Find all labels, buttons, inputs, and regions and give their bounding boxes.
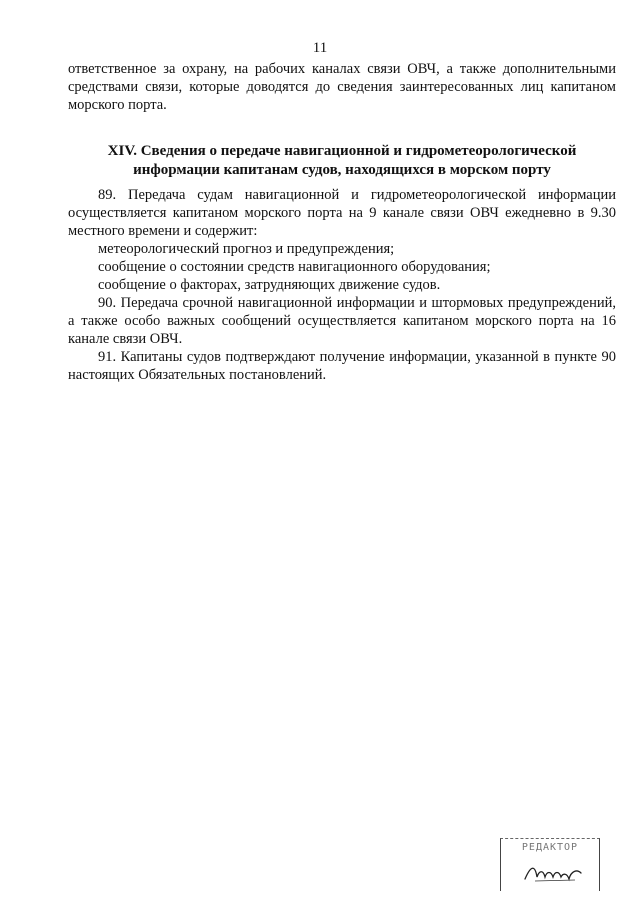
paragraph-89: 89. Передача судам навигационной и гидрометеорологической информации осуществляется капитаном морского порта на 9 канале связи ОВЧ ежедневно в 9.30 местного времени и содержит:: [68, 187, 616, 239]
section-heading-line: информации капитанам судов, находящихся в морском порту: [133, 162, 551, 178]
intro-line: морского порта.: [68, 97, 167, 113]
paragraph-90: 90. Передача срочной навигационной информации и штормовых предупреждений, а также особо важных сообщений осуществляется капитаном морского порта на 16 канале связи ОВЧ.: [68, 295, 616, 347]
page-number: 11: [312, 40, 328, 56]
list-item: метеорологический прогноз и предупреждения;: [98, 241, 395, 257]
list-item: сообщение о состоянии средств навигационного оборудования;: [98, 259, 491, 275]
section-body: [68, 186, 616, 384]
stamp-label: РЕДАКТОР: [521, 842, 579, 853]
section-heading: [68, 142, 616, 180]
handwritten-signature: [523, 861, 583, 885]
intro-line: ответственное за охрану, на рабочих каналах связи ОВЧ, а также дополнительными: [68, 61, 616, 77]
list-item: сообщение о факторах, затрудняющих движение судов.: [98, 277, 441, 293]
intro-line: средствами связи, которые доводятся до сведения заинтересованных лиц капитаном: [68, 79, 616, 95]
paragraph-91: 91. Капитаны судов подтверждают получение информации, указанной в пункте 90 настоящих Обязательных постановлений.: [68, 349, 616, 383]
section-heading-line: XIV. Сведения о передаче навигационной и гидрометеорологической: [107, 143, 577, 159]
intro-text: [68, 60, 616, 114]
editor-stamp: [500, 838, 600, 891]
